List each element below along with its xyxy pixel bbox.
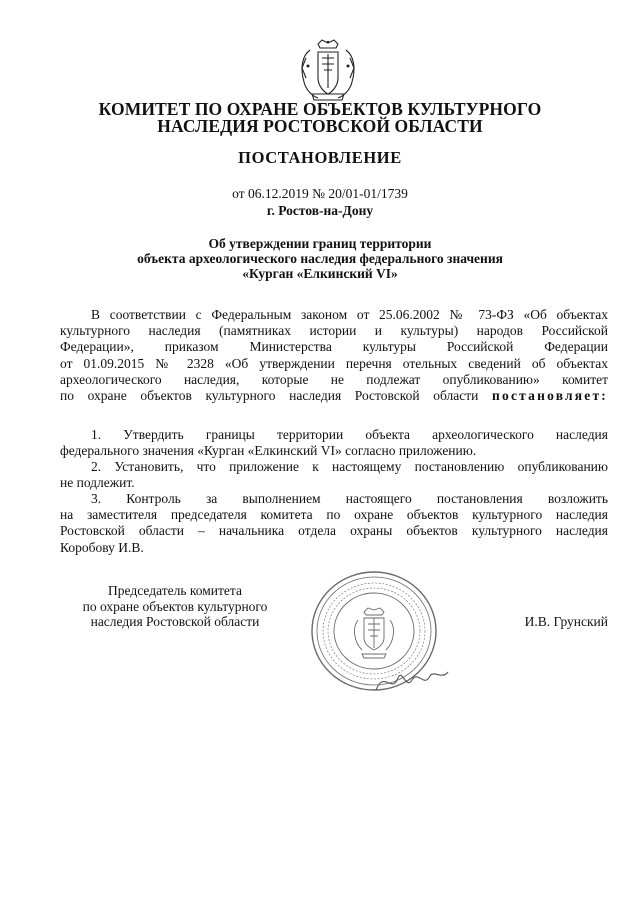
organization-name [60, 101, 580, 135]
text-line: Федерации», приказом Министерства культуры Российской Федерации [60, 339, 608, 355]
organization-name-line-2: НАСЛЕДИЯ РОСТОВСКОЙ ОБЛАСТИ [157, 116, 483, 136]
text-line: 1. Утвердить границы территории объекта археологического наследия [91, 427, 608, 442]
text-line: Ростовской области – начальника отдела охраны объектов культурного наследия [60, 523, 608, 539]
document-subject [60, 236, 580, 281]
clause-2 [60, 459, 608, 491]
subject-line-1: Об утверждении границ территории [208, 236, 432, 251]
handwritten-signature [372, 660, 452, 700]
text-line: Коробову И.В. [60, 539, 144, 555]
resolves-keyword: постановляет: [492, 388, 608, 404]
signatory-name: И.В. Грунский [524, 614, 608, 629]
text-line [60, 388, 608, 404]
text-line: В соответствии с Федеральным законом от 25.06.2002 № 73-ФЗ «Об объектах [91, 307, 608, 322]
text-line: на заместителя председателя комитета по охране объектов культурного наследия [60, 507, 608, 523]
document-date-number: от 06.12.2019 № 20/01-01/1739 [232, 186, 408, 201]
text-line: культурного наследия (памятниках истории и культуры) народов Российской [60, 323, 608, 339]
position-line-3: наследия Ростовской области [90, 614, 260, 629]
text-line: не подлежит. [60, 475, 135, 491]
subject-line-2: объекта археологического наследия федерального значения [137, 251, 503, 266]
clause-3 [60, 491, 608, 556]
coat-of-arms-emblem [296, 38, 360, 102]
text-line: 2. Установить, что приложение к настоящему постановлению опубликованию [91, 459, 608, 474]
organization-name-line-1: КОМИТЕТ ПО ОХРАНЕ ОБЪЕКТОВ КУЛЬТУРНОГО [98, 99, 542, 119]
clause-1 [60, 427, 608, 459]
document-type: ПОСТАНОВЛЕНИЕ [238, 148, 402, 167]
text-line: 3. Контроль за выполнением настоящего постановления возложить [91, 491, 608, 506]
text-line: федерального значения «Курган «Елкинский VI» согласно приложению. [60, 443, 477, 459]
text-line: от 01.09.2015 № 2328 «Об утверждении перечня отельных сведений об объектах [60, 355, 608, 371]
position-line-1: Председатель комитета [108, 583, 242, 598]
text-line-part: по охране объектов культурного наследия Ростовской области [60, 388, 479, 404]
text-line: археологического наследия, которые не подлежат опубликованию» комитет [60, 371, 608, 387]
signatory-position [40, 583, 310, 630]
subject-line-3: «Курган «Елкинский VI» [242, 266, 398, 281]
position-line-2: по охране объектов культурного [82, 598, 268, 614]
document-city: г. Ростов-на-Дону [266, 203, 374, 218]
preamble-paragraph [60, 307, 608, 404]
